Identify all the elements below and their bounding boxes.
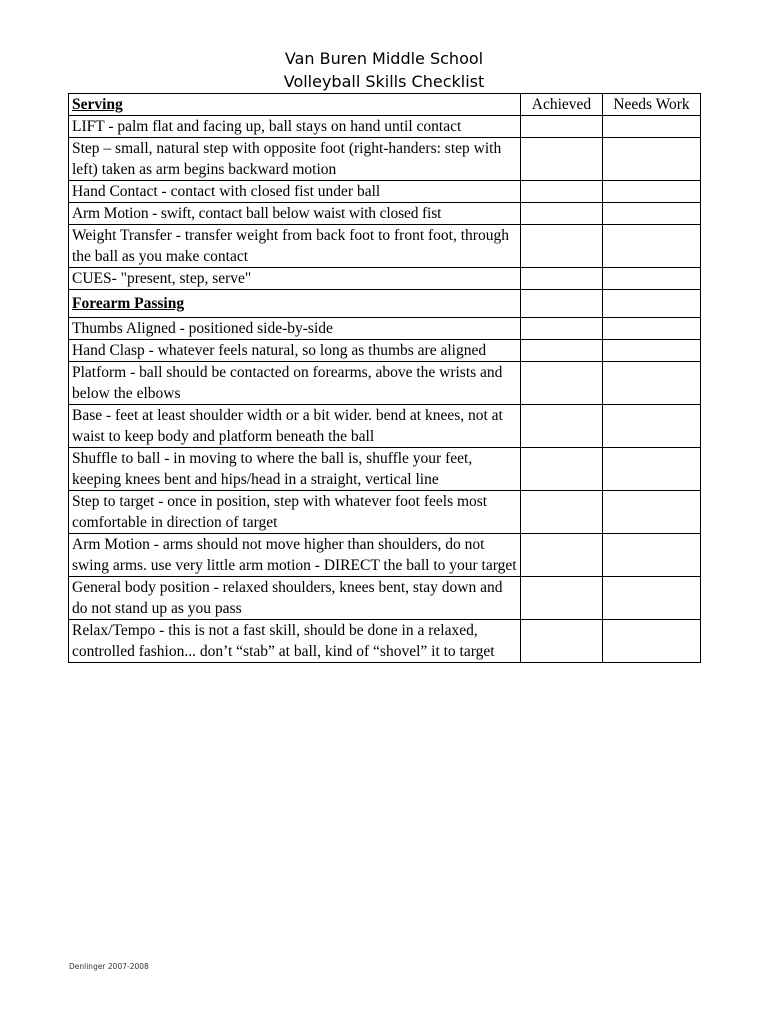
skill-description: Base - feet at least shoulder width or a bit wider. bend at knees, not at waist to keep body and platform beneath the ball bbox=[69, 405, 521, 448]
skill-description: CUES- "present, step, serve" bbox=[69, 268, 521, 290]
needs-work-cell[interactable] bbox=[603, 181, 701, 203]
achieved-cell[interactable] bbox=[521, 448, 603, 491]
skill-description: Hand Clasp - whatever feels natural, so long as thumbs are aligned bbox=[69, 340, 521, 362]
skill-description: Step – small, natural step with opposite foot (right-handers: step with left) taken as arm begins backward motion bbox=[69, 138, 521, 181]
table-row bbox=[69, 362, 701, 405]
footer-credit: Denlinger 2007-2008 bbox=[69, 962, 149, 971]
achieved-cell[interactable] bbox=[521, 225, 603, 268]
achieved-cell[interactable] bbox=[521, 203, 603, 225]
table-row bbox=[69, 448, 701, 491]
table-row bbox=[69, 225, 701, 268]
table-row bbox=[69, 405, 701, 448]
table-row bbox=[69, 116, 701, 138]
achieved-cell bbox=[521, 290, 603, 318]
skill-description: LIFT - palm flat and facing up, ball stays on hand until contact bbox=[69, 116, 521, 138]
table-row bbox=[69, 577, 701, 620]
achieved-cell[interactable] bbox=[521, 268, 603, 290]
table-row bbox=[69, 138, 701, 181]
skill-description: Platform - ball should be contacted on forearms, above the wrists and below the elbows bbox=[69, 362, 521, 405]
needs-work-cell[interactable] bbox=[603, 318, 701, 340]
achieved-cell[interactable] bbox=[521, 116, 603, 138]
achieved-cell[interactable] bbox=[521, 181, 603, 203]
skill-description: Hand Contact - contact with closed fist under ball bbox=[69, 181, 521, 203]
achieved-cell[interactable] bbox=[521, 620, 603, 663]
needs-work-cell[interactable] bbox=[603, 405, 701, 448]
needs-work-cell[interactable] bbox=[603, 534, 701, 577]
achieved-cell[interactable] bbox=[521, 138, 603, 181]
table-row bbox=[69, 340, 701, 362]
achieved-cell[interactable] bbox=[521, 491, 603, 534]
skill-description: Arm Motion - arms should not move higher than shoulders, do not swing arms. use very little arm motion - DIRECT the ball to your target bbox=[69, 534, 521, 577]
needs-work-cell[interactable] bbox=[603, 362, 701, 405]
table-row bbox=[69, 534, 701, 577]
needs-work-cell[interactable] bbox=[603, 203, 701, 225]
skill-description: Step to target - once in position, step with whatever foot feels most comfortable in direction of target bbox=[69, 491, 521, 534]
table-row bbox=[69, 491, 701, 534]
table-header-row bbox=[69, 94, 701, 116]
table-row bbox=[69, 203, 701, 225]
needs-work-cell[interactable] bbox=[603, 225, 701, 268]
achieved-cell[interactable] bbox=[521, 362, 603, 405]
needs-work-cell[interactable] bbox=[603, 138, 701, 181]
needs-work-cell bbox=[603, 290, 701, 318]
skill-description: Weight Transfer - transfer weight from back foot to front foot, through the ball as you make contact bbox=[69, 225, 521, 268]
needs-work-cell[interactable] bbox=[603, 268, 701, 290]
section-heading-forearm-passing: Forearm Passing bbox=[69, 290, 521, 318]
column-header-needs-work: Needs Work bbox=[603, 94, 701, 116]
column-header-achieved: Achieved bbox=[521, 94, 603, 116]
achieved-cell[interactable] bbox=[521, 534, 603, 577]
achieved-cell[interactable] bbox=[521, 340, 603, 362]
needs-work-cell[interactable] bbox=[603, 577, 701, 620]
skill-description: Shuffle to ball - in moving to where the ball is, shuffle your feet, keeping knees bent and hips/head in a straight, vertical line bbox=[69, 448, 521, 491]
needs-work-cell[interactable] bbox=[603, 620, 701, 663]
skill-description: Thumbs Aligned - positioned side-by-side bbox=[69, 318, 521, 340]
skill-description: General body position - relaxed shoulders, knees bent, stay down and do not stand up as you pass bbox=[69, 577, 521, 620]
table-row bbox=[69, 181, 701, 203]
achieved-cell[interactable] bbox=[521, 318, 603, 340]
section-heading-serving: Serving bbox=[69, 94, 521, 116]
achieved-cell[interactable] bbox=[521, 405, 603, 448]
table-row bbox=[69, 318, 701, 340]
checklist-title: Volleyball Skills Checklist bbox=[283, 72, 485, 91]
skill-description: Relax/Tempo - this is not a fast skill, should be done in a relaxed, controlled fashion... don’t “stab” at ball, kind of “shovel” it to target bbox=[69, 620, 521, 663]
skills-checklist-table bbox=[68, 93, 701, 663]
skill-description: Arm Motion - swift, contact ball below waist with closed fist bbox=[69, 203, 521, 225]
section-row bbox=[69, 290, 701, 318]
table-row bbox=[69, 620, 701, 663]
school-name: Van Buren Middle School bbox=[284, 49, 484, 68]
needs-work-cell[interactable] bbox=[603, 116, 701, 138]
needs-work-cell[interactable] bbox=[603, 340, 701, 362]
achieved-cell[interactable] bbox=[521, 577, 603, 620]
needs-work-cell[interactable] bbox=[603, 491, 701, 534]
needs-work-cell[interactable] bbox=[603, 448, 701, 491]
table-row bbox=[69, 268, 701, 290]
